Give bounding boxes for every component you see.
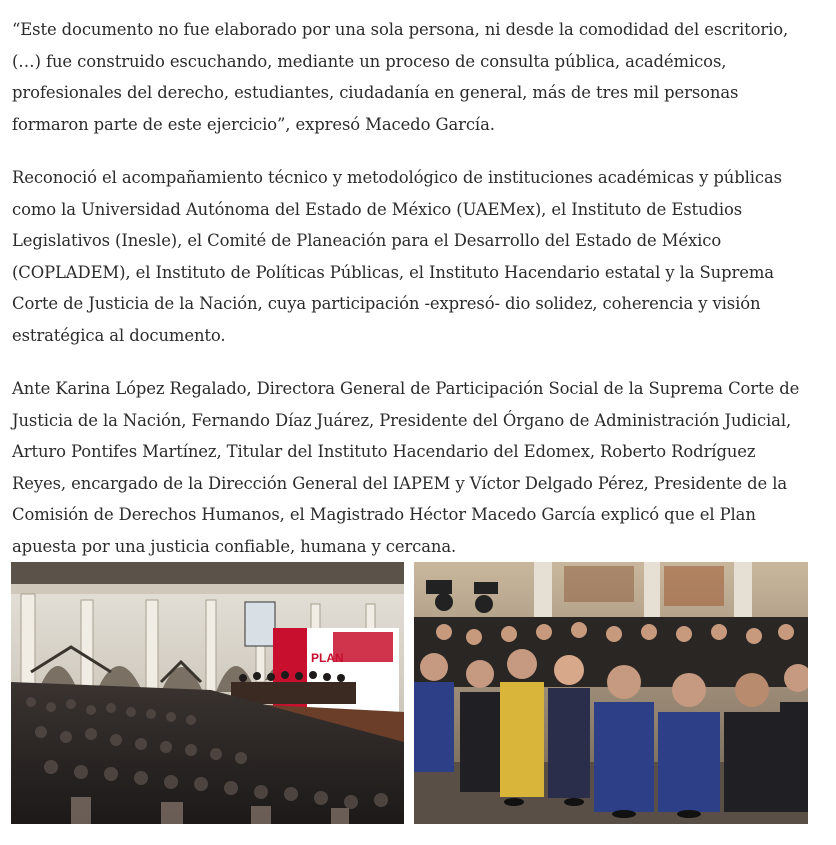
paragraph-acknowledgement: Reconoció el acompañamiento técnico y metodológico de instituciones académicas y públicas como la Universidad Autónoma del Estado de México (UAEMex), el Instituto de Estudios Legislativos (Inesle), el Comité de Planeación para el Desarrollo del Estado de México (COPLADEM), el Instituto de Políticas Públicas, el Instituto Hacendario estatal y la Suprema Corte de Justicia de la Nación, cuya participación -expresó- dio solidez, coherencia y visión estratégica al documento. [12, 168, 782, 345]
event-hall-photo[interactable] [11, 562, 404, 824]
photo-gallery [11, 562, 808, 824]
article-body [12, 14, 812, 584]
banner-text: PLAN [311, 651, 344, 665]
attendees-illustration [414, 562, 808, 824]
event-hall-illustration [11, 562, 404, 824]
paragraph-quote: “Este documento no fue elaborado por una sola persona, ni desde la comodidad del escritorio, (…) fue construido escuchando, mediante un proceso de consulta pública, académicos, profesionales del derecho, estudiantes, ciudadanía en general, más de tres mil personas formaron parte de este ejercicio”, expresó Macedo García. [12, 20, 789, 134]
paragraph-attendees: Ante Karina López Regalado, Directora General de Participación Social de la Suprema Corte de Justicia de la Nación, Fernando Díaz Juárez, Presidente del Órgano de Administración Judicial, Arturo Pontifes Martínez, Titular del Instituto Hacendario del Edomex, Roberto Rodríguez Reyes, encargado de la Dirección General del IAPEM y Víctor Delgado Pérez, Presidente de la Comisión de Derechos Humanos, el Magistrado Héctor Macedo García explicó que el Plan apuesta por una justicia confiable, humana y cercana. [12, 379, 800, 556]
front-row-attendees-photo[interactable] [414, 562, 808, 824]
